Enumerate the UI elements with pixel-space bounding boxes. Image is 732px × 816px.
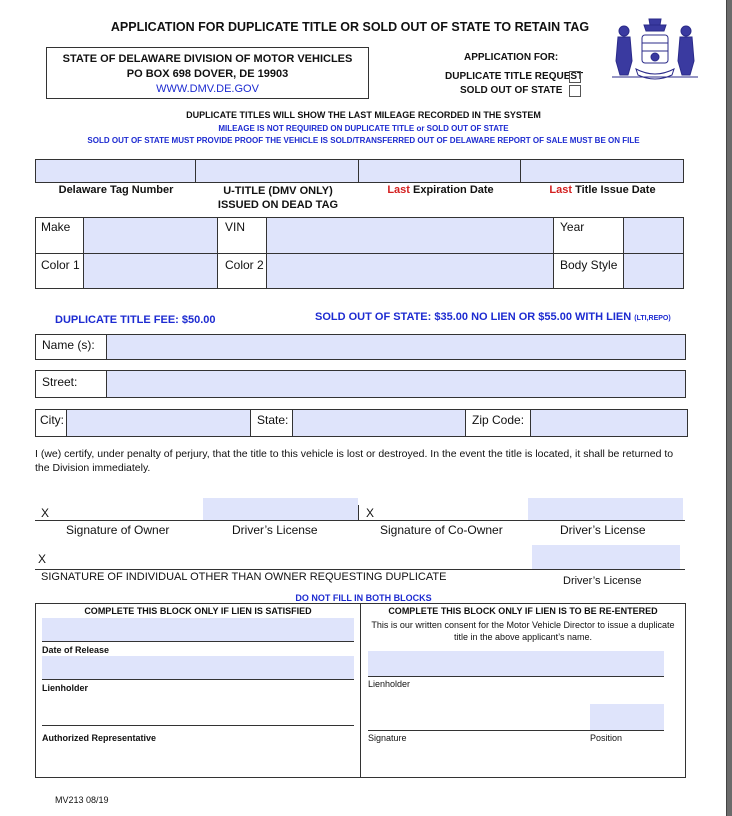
delaware-seal-icon [606, 17, 704, 85]
auth-rep-line[interactable] [42, 725, 354, 726]
lienholder-right-label: Lienholder [368, 679, 411, 689]
zip-label: Zip Code: [472, 413, 525, 427]
expiration-date-label [360, 184, 521, 196]
position-input[interactable] [590, 704, 664, 730]
sold-fee-note: (LTI,REPO) [634, 315, 671, 322]
agency-line-1: STATE OF DELAWARE DIVISION OF MOTOR VEHICLES [62, 53, 353, 65]
sold-fee [315, 311, 671, 323]
last-word-2: Last [549, 184, 573, 196]
auth-rep-label: Authorized Representative [42, 733, 157, 743]
agency-line-2: PO BOX 698 DOVER, DE 19903 [126, 68, 289, 80]
position-label: Position [590, 733, 623, 743]
coowner-x-mark: X [366, 506, 375, 520]
year-input[interactable] [623, 218, 683, 253]
owner-dl-input[interactable] [203, 498, 358, 520]
utitle-label-line-2: ISSUED ON DEAD TAG [217, 199, 339, 211]
duplicate-title-checkbox[interactable] [569, 71, 581, 83]
coowner-signature-line[interactable] [360, 520, 685, 521]
color1-label: Color 1 [41, 258, 80, 272]
owner-dl-label: Driver’s License [232, 523, 318, 537]
tag-number-input[interactable] [36, 160, 196, 182]
color1-input[interactable] [83, 254, 218, 288]
sold-fee-text: SOLD OUT OF STATE: $35.00 NO LIEN OR $55.00 WITH LIEN [315, 311, 632, 323]
owner-signature-line[interactable] [35, 520, 360, 521]
coowner-dl-label: Driver’s License [560, 523, 646, 537]
name-input[interactable] [106, 335, 685, 359]
lienholder-left-label: Lienholder [42, 683, 89, 693]
other-dl-label: Driver’s License [563, 575, 642, 587]
certification-text: I (we) certify, under penalty of perjury, that the title to this vehicle is lost or destroyed. In the event the title is located, it shall be returned to the Division immediately. [35, 448, 674, 474]
make-input[interactable] [83, 218, 218, 253]
signature-right-label: Signature [368, 733, 407, 743]
other-dl-input[interactable] [532, 545, 680, 569]
form-title: APPLICATION FOR DUPLICATE TITLE OR SOLD OUT OF STATE TO RETAIN TAG [110, 20, 590, 34]
utitle-label [197, 184, 359, 212]
year-label: Year [560, 220, 585, 234]
form-id: MV213 08/19 [55, 795, 109, 805]
state-label: State: [257, 413, 289, 427]
expiration-date-text: Expiration Date [409, 184, 494, 196]
street-label: Street: [42, 375, 78, 389]
coowner-signature-label: Signature of Co-Owner [380, 523, 503, 537]
notice-proof: SOLD OUT OF STATE MUST PROVIDE PROOF THE VEHICLE IS SOLD/TRANSFERRED OUT OF DELAWARE REPORT OF SALE MUST BE ON FILE [87, 136, 640, 145]
make-label: Make [41, 220, 71, 234]
other-x-mark: X [38, 552, 47, 566]
notice-mileage: DUPLICATE TITLES WILL SHOW THE LAST MILEAGE RECORDED IN THE SYSTEM [186, 110, 541, 120]
agency-box [46, 47, 369, 99]
sold-out-of-state-checkbox[interactable] [569, 85, 581, 97]
signature-divider [358, 505, 359, 521]
option-duplicate-label: DUPLICATE TITLE REQUEST [445, 71, 584, 82]
owner-x-mark: X [41, 506, 50, 520]
title-issue-date-label [522, 184, 683, 196]
option-sold-label: SOLD OUT OF STATE [460, 85, 563, 96]
lienholder-right-input[interactable] [368, 651, 664, 677]
utitle-label-line-1: U-TITLE (DMV ONLY) [223, 185, 333, 197]
lien-right-title: COMPLETE THIS BLOCK ONLY IF LIEN IS TO BE RE-ENTERED [388, 606, 658, 616]
owner-signature-label: Signature of Owner [66, 523, 170, 537]
zip-input[interactable] [530, 410, 687, 436]
street-input[interactable] [106, 371, 685, 397]
state-input[interactable] [292, 410, 466, 436]
lien-left-title: COMPLETE THIS BLOCK ONLY IF LIEN IS SATISFIED [84, 606, 312, 616]
application-for-label: APPLICATION FOR: [464, 52, 559, 63]
lien-warning: DO NOT FILL IN BOTH BLOCKS [295, 593, 432, 603]
title-issue-date-text: Title Issue Date [572, 184, 656, 196]
last-word-1: Last [387, 184, 410, 196]
body-style-label: Body Style [560, 258, 618, 272]
expiration-date-input[interactable] [360, 160, 521, 182]
body-style-input[interactable] [623, 254, 683, 288]
color2-input[interactable] [266, 254, 554, 288]
color2-label: Color 2 [225, 258, 264, 272]
duplicate-fee: DUPLICATE TITLE FEE: $50.00 [55, 314, 216, 326]
name-label: Name (s): [42, 338, 95, 352]
tag-number-label: Delaware Tag Number [58, 184, 174, 196]
notice-not-required: MILEAGE IS NOT REQUIRED ON DUPLICATE TITLE or SOLD OUT OF STATE [218, 124, 509, 133]
consent-text: This is our written consent for the Motor Vehicle Director to issue a duplicate title in the above applicant’s name. [371, 620, 675, 642]
utitle-input[interactable] [197, 160, 359, 182]
other-signature-label: SIGNATURE OF INDIVIDUAL OTHER THAN OWNER REQUESTING DUPLICATE [41, 571, 447, 583]
website-link[interactable]: WWW.DMV.DE.GOV [156, 83, 259, 95]
lien-divider [360, 603, 361, 778]
vin-label: VIN [225, 220, 246, 234]
other-signature-line[interactable] [35, 569, 685, 570]
date-release-label: Date of Release [42, 645, 110, 655]
title-issue-date-input[interactable] [522, 160, 683, 182]
vin-input[interactable] [266, 218, 554, 253]
coowner-dl-input[interactable] [528, 498, 683, 520]
signature-right-line[interactable] [368, 730, 664, 731]
city-input[interactable] [66, 410, 251, 436]
date-release-input[interactable] [42, 618, 354, 642]
lienholder-left-input[interactable] [42, 656, 354, 680]
city-label: City: [40, 413, 64, 427]
